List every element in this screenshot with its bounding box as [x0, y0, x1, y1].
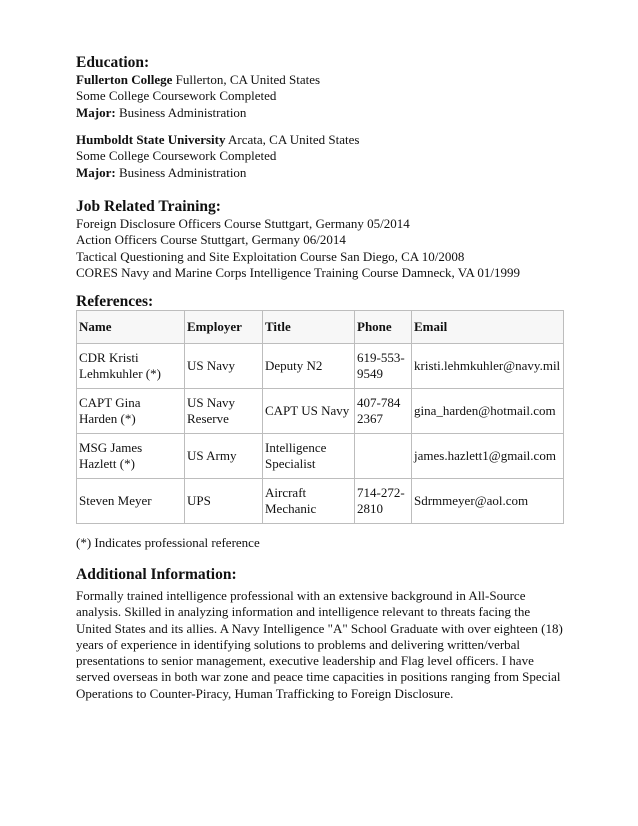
reference-email: Sdrmmeyer@aol.com	[412, 479, 564, 524]
major-value: Business Administration	[115, 104, 247, 120]
training-item: Action Officers Course Stuttgart, Germany 06/2014	[76, 232, 346, 248]
reference-title: CAPT US Navy	[263, 389, 355, 434]
reference-title: Deputy N2	[263, 344, 355, 389]
education-section-2	[76, 132, 359, 181]
school-location: Arcata, CA United States	[225, 132, 360, 147]
reference-email: james.hazlett1@gmail.com	[412, 434, 564, 479]
reference-name: CDR Kristi Lehmkuhler (*)	[77, 344, 185, 389]
school-status: Some College Coursework Completed	[76, 88, 277, 104]
additional-info-heading: Additional Information:	[76, 566, 237, 583]
school-name: Humboldt State University	[76, 132, 226, 147]
reference-title: Intelligence Specialist	[263, 434, 355, 479]
school-major	[76, 105, 320, 121]
training-item: Foreign Disclosure Officers Course Stuttgart, Germany 05/2014	[76, 216, 410, 231]
reference-employer: US Navy	[185, 344, 263, 389]
training-item: Tactical Questioning and Site Exploitation Course San Diego, CA 10/2008	[76, 248, 465, 264]
reference-employer: UPS	[185, 479, 263, 524]
references-table	[76, 310, 564, 524]
table-row	[77, 434, 564, 479]
column-header: Name	[77, 311, 185, 344]
additional-info-section	[76, 566, 566, 702]
reference-name: CAPT Gina Harden (*)	[77, 389, 185, 434]
training-section	[76, 198, 520, 281]
reference-employer: US Navy Reserve	[185, 389, 263, 434]
major-label: Major:	[76, 164, 116, 180]
column-header: Title	[263, 311, 355, 344]
reference-employer: US Army	[185, 434, 263, 479]
table-row	[77, 344, 564, 389]
column-header: Phone	[355, 311, 412, 344]
major-value: Business Administration	[115, 164, 247, 180]
references-heading: References:	[76, 293, 154, 310]
reference-name: Steven Meyer	[77, 479, 185, 524]
school-line	[76, 132, 359, 148]
reference-email: gina_harden@hotmail.com	[412, 389, 564, 434]
reference-title: Aircraft Mechanic	[263, 479, 355, 524]
training-heading: Job Related Training:	[76, 198, 221, 215]
school-line	[76, 72, 320, 88]
reference-phone: 619-553-9549	[355, 344, 412, 389]
education-heading: Education:	[76, 54, 150, 71]
reference-email: kristi.lehmkuhler@navy.mil	[412, 344, 564, 389]
table-row	[77, 479, 564, 524]
reference-name: MSG James Hazlett (*)	[77, 434, 185, 479]
reference-phone	[355, 434, 412, 479]
reference-phone: 714-272-2810	[355, 479, 412, 524]
reference-phone: 407-784 2367	[355, 389, 412, 434]
school-major	[76, 165, 359, 181]
major-label: Major:	[76, 104, 116, 120]
table-header-row	[77, 311, 564, 344]
column-header: Employer	[185, 311, 263, 344]
school-name: Fullerton College	[76, 72, 173, 87]
additional-info-text: Formally trained intelligence professional with an extensive background in All-Source analysis. Skilled in analyzing information and intelligence relevant to threats facing the United States and its allies. A Navy Intelligence "A" School Graduate with over eighteen (18) years of experience in identifying solutions to problems and delivering written/verbal presentations to senior management, executive leadership and Flag level officers. I have served overseas in both war zone and peace time capacities in positions ranging from Special Operations to Counter-Piracy, Human Trafficking to Foreign Disclosure.	[76, 588, 563, 701]
school-location: Fullerton, CA United States	[172, 72, 321, 87]
references-footnote: (*) Indicates professional reference	[76, 535, 260, 550]
training-item: CORES Navy and Marine Corps Intelligence Training Course Damneck, VA 01/1999	[76, 264, 521, 280]
table-row	[77, 389, 564, 434]
school-status: Some College Coursework Completed	[76, 148, 277, 164]
column-header: Email	[412, 311, 564, 344]
education-section	[76, 54, 320, 121]
